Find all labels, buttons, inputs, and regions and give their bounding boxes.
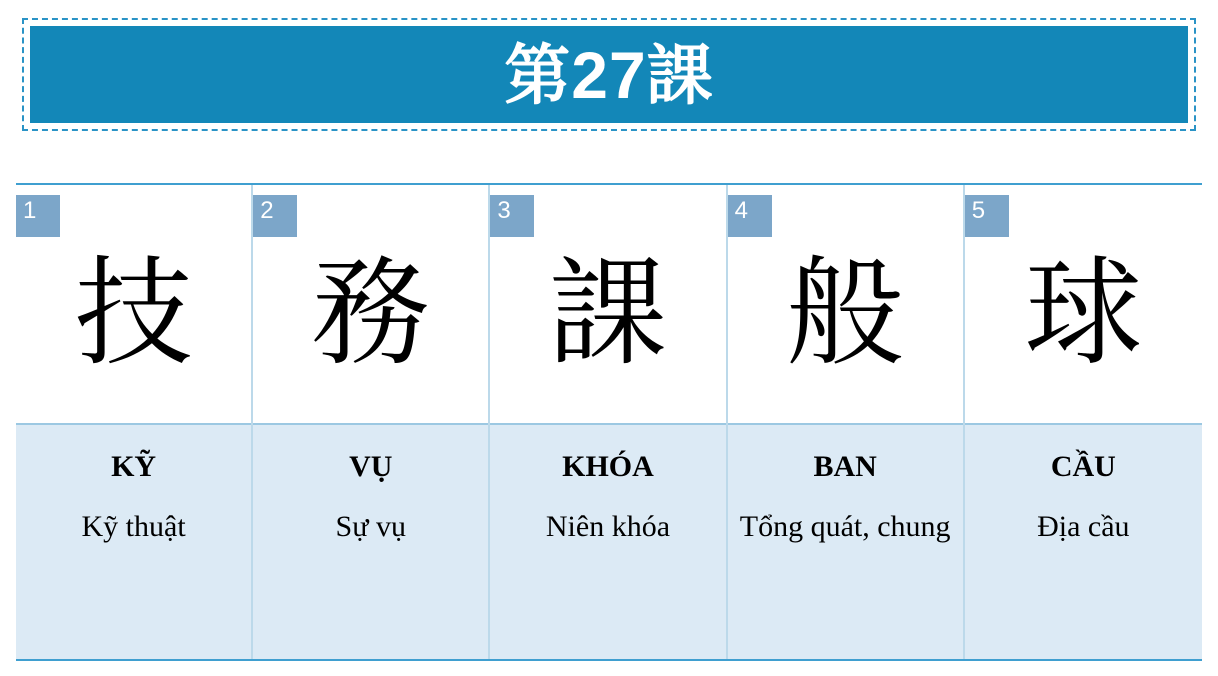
hanzi-character: 般 [786, 244, 905, 382]
title-placeholder[interactable] [22, 18, 1196, 131]
hanzi-character: 務 [311, 244, 430, 382]
table-column[interactable] [490, 185, 727, 659]
meaning-text: Tổng quát, chung [739, 510, 951, 543]
sino-vietnamese-reading: CẦU [1050, 450, 1116, 483]
meaning-text: Sự vụ [335, 510, 406, 543]
reading-cell [728, 425, 963, 659]
vocabulary-table [16, 183, 1202, 661]
index-badge: 3 [490, 195, 534, 237]
table-column[interactable] [965, 185, 1202, 659]
index-badge: 2 [253, 195, 297, 237]
table-column[interactable] [253, 185, 490, 659]
title-bar [30, 26, 1188, 123]
hanzi-character: 課 [548, 244, 667, 382]
page-title: 第27課 [504, 37, 714, 112]
reading-cell [253, 425, 488, 659]
hanzi-cell [728, 185, 963, 425]
sino-vietnamese-reading: BAN [813, 450, 877, 483]
hanzi-character: 球 [1024, 244, 1143, 382]
sino-vietnamese-reading: VỤ [349, 450, 393, 483]
hanzi-cell [490, 185, 725, 425]
hanzi-character: 技 [74, 244, 193, 382]
sino-vietnamese-reading: KỸ [111, 450, 157, 483]
hanzi-cell [253, 185, 488, 425]
hanzi-cell [965, 185, 1202, 425]
meaning-text: Địa cầu [1037, 510, 1130, 543]
table-column[interactable] [16, 185, 253, 659]
index-badge: 1 [16, 195, 60, 237]
meaning-text: Kỹ thuật [81, 510, 186, 543]
sino-vietnamese-reading: KHÓA [562, 450, 654, 483]
index-badge: 5 [965, 195, 1009, 237]
reading-cell [965, 425, 1202, 659]
meaning-text: Niên khóa [545, 510, 671, 543]
table-column[interactable] [728, 185, 965, 659]
reading-cell [490, 425, 725, 659]
index-badge: 4 [728, 195, 772, 237]
hanzi-cell [16, 185, 251, 425]
reading-cell [16, 425, 251, 659]
